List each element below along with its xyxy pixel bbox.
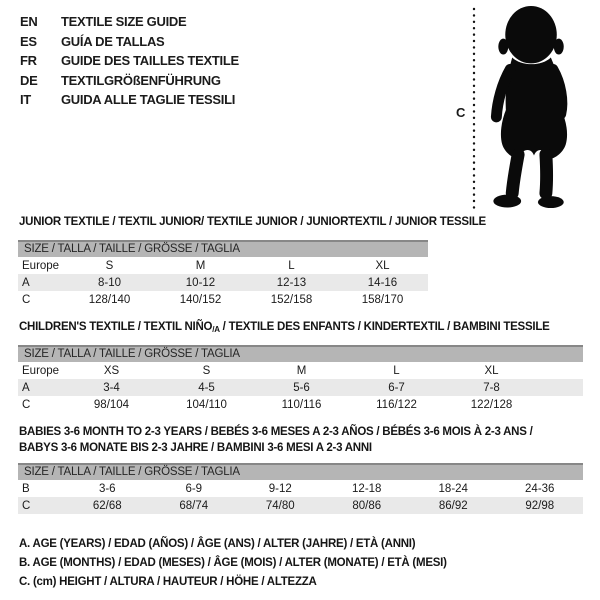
title-text: CHILDREN'S TEXTILE / TEXTIL NIÑO [19,321,213,333]
height-cell: 68/74 [179,499,209,512]
row-label: A [22,381,30,394]
language-row-it [20,90,239,110]
row-label: C [22,499,31,512]
height-cell: 104/110 [186,398,227,411]
language-title: TEXTILGRÖßENFÜHRUNG [61,72,221,88]
height-cell: 122/128 [470,398,513,411]
language-title: GUÍA DE TALLAS [61,33,165,49]
language-title: GUIDA ALLE TAGLIE TESSILI [61,92,236,108]
height-cell: 74/80 [265,499,295,512]
size-cell: S [202,364,211,377]
height-cell: 140/152 [179,293,222,306]
height-cell: 80/86 [352,499,382,512]
language-title: GUIDE DES TAILLES TEXTILE [61,53,239,69]
table-row-height [18,497,583,514]
height-cell: 92/98 [525,499,555,512]
height-cell: 128/140 [88,293,131,306]
months-cell: 3-6 [98,482,116,495]
age-cell: 7-8 [483,381,500,394]
size-cell: S [105,259,114,272]
age-cell: 3-4 [103,381,120,394]
row-label: C [22,293,31,306]
section-title-babies-line2: BABYS 3-6 MONATE BIS 2-3 JAHRE / BAMBINI 3-6 MESI A 2-3 ANNI [19,442,372,454]
language-row-en [20,12,239,32]
age-cell: 4-5 [198,381,215,394]
language-code: EN [20,14,38,30]
months-cell: 18-24 [438,482,468,495]
table-row-europe [18,362,583,379]
language-row-de [20,71,239,91]
section-title-babies-line1: BABIES 3-6 MONTH TO 2-3 YEARS / BEBÉS 3-6 MESES A 2-3 AÑOS / BÉBÉS 3-6 MOIS À 2-3 ANS / [19,426,533,438]
size-header-bar: SIZE / TALLA / TAILLE / GRÖSSE / TAGLIA [18,463,583,480]
height-marker-label: C [456,105,466,120]
age-cell: 10-12 [185,276,216,289]
children-size-table [18,345,583,413]
section-title-junior: JUNIOR TEXTILE / TEXTIL JUNIOR/ TEXTILE JUNIOR / JUNIORTEXTIL / JUNIOR TESSILE [19,216,486,228]
size-cell: M [195,259,206,272]
table-row-height [18,396,583,413]
age-cell: 8-10 [97,276,122,289]
table-row-age [18,274,428,291]
table-row-height [18,291,428,308]
language-code: ES [20,33,37,49]
height-dotted-line [471,7,477,211]
height-cell: 158/170 [361,293,404,306]
height-cell: 110/116 [281,398,322,411]
size-cell: L [393,364,400,377]
age-cell: 14-16 [367,276,398,289]
months-cell: 9-12 [268,482,292,495]
height-cell: 152/158 [270,293,313,306]
language-code: DE [20,72,38,88]
age-cell: 12-13 [276,276,307,289]
section-title-children [19,321,550,334]
table-row-months [18,480,583,497]
footnotes-block [19,538,447,594]
size-cell: XL [484,364,499,377]
language-row-es [20,32,239,52]
height-cell: 86/92 [438,499,468,512]
size-cell: L [288,259,295,272]
row-label: B [22,482,30,495]
footnote-age-months: B. AGE (MONTHS) / EDAD (MESES) / ÂGE (MOIS) / ALTER (MONATE) / ETÀ (MESI) [19,556,447,569]
language-row-fr [20,51,239,71]
size-cell: M [296,364,307,377]
size-cell: XS [103,364,120,377]
row-label: Europe [22,259,60,272]
footnote-age-years: A. AGE (YEARS) / EDAD (AÑOS) / ÂGE (ANS) / ALTER (JAHRE) / ETÀ (ANNI) [19,538,416,550]
size-cell: XL [375,259,390,272]
height-cell: 98/104 [93,398,130,411]
months-cell: 24-36 [525,482,555,495]
row-label: C [22,398,31,411]
months-cell: 12-18 [352,482,382,495]
junior-size-table [18,240,428,308]
baby-silhouette-icon [484,4,584,212]
footnote-height: C. (cm) HEIGHT / ALTURA / HAUTEUR / HÖHE / ALTEZZA [19,575,317,588]
language-code: FR [20,53,37,69]
age-cell: 5-6 [293,381,310,394]
months-cell: 6-9 [185,482,203,495]
language-title-block [20,12,239,110]
size-header-bar: SIZE / TALLA / TAILLE / GRÖSSE / TAGLIA [18,345,583,362]
language-title: TEXTILE SIZE GUIDE [61,14,187,30]
table-row-age [18,379,583,396]
row-label: A [22,276,30,289]
title-subscript: /A [212,325,220,334]
babies-size-table [18,463,583,514]
table-row-europe [18,257,428,274]
age-cell: 6-7 [388,381,405,394]
row-label: Europe [22,364,60,377]
title-text: / TEXTILE DES ENFANTS / KINDERTEXTIL / BAMBINI TESSILE [219,321,550,333]
size-header-bar: SIZE / TALLA / TAILLE / GRÖSSE / TAGLIA [18,240,428,257]
height-cell: 116/122 [376,398,417,411]
height-cell: 62/68 [92,499,122,512]
language-code: IT [20,92,31,108]
